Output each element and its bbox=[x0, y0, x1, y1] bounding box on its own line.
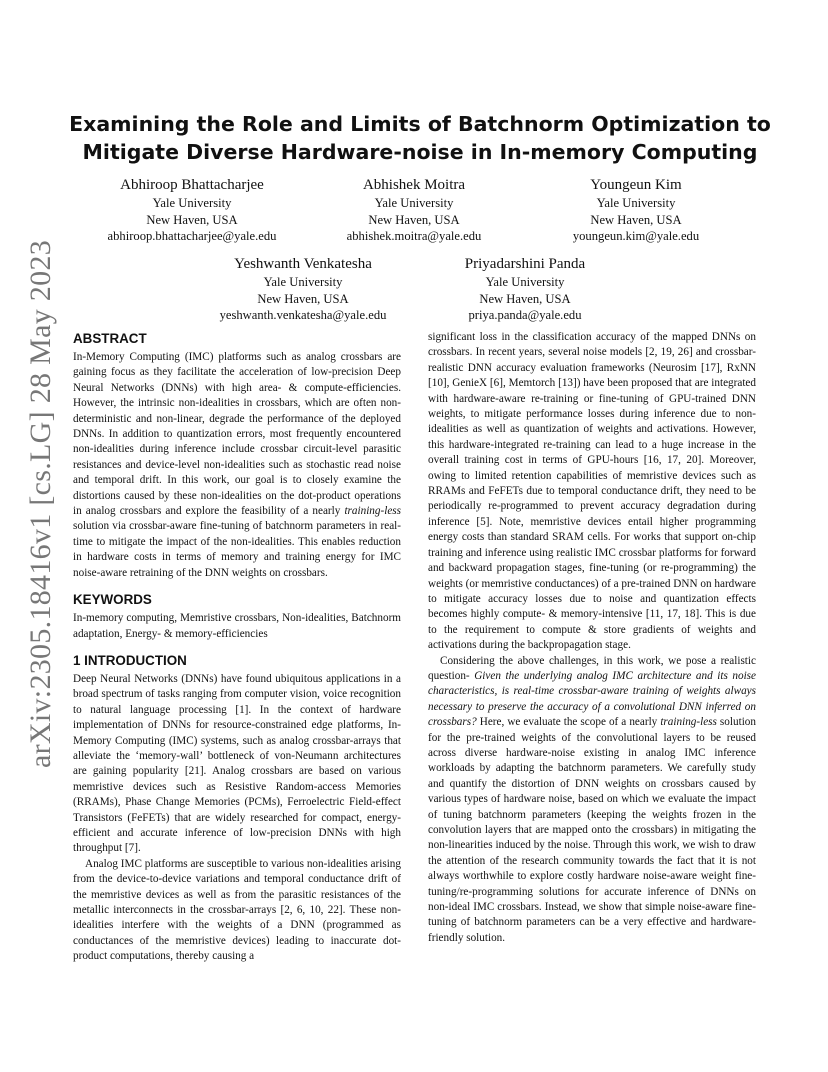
author-name: Abhiroop Bhattacharjee bbox=[120, 177, 264, 193]
title-line-1: Examining the Role and Limits of Batchnorm Optimization to bbox=[69, 112, 771, 136]
author-name: Yeshwanth Venkatesha bbox=[234, 256, 372, 272]
abstract-text-1: In-Memory Computing (IMC) platforms such as analog crossbars are gaining focus as they facilitate the acceleration of low-precision Deep Neural Networks (DNNs) with high area- & compute-efficiencies. However, the intrinsic non-idealities in crossbars, which are often non-deterministic and non-linear, degrade the performance of the deployed DNNs. In addition to quantization errors, most frequently encountered non-idealities during inference include crossbar circuit-level parasitic resistances and device-level non-idealities such as stochastic read noise and temporal drift. In this work, our goal is to closely examine the distortions caused by these non-idealities on the dot-product operations in analog crossbars and explore the feasibility of a nearly bbox=[73, 351, 401, 518]
author-block bbox=[511, 176, 761, 245]
author-affiliation: Yale University bbox=[374, 196, 454, 210]
author-location: New Haven, USA bbox=[590, 212, 682, 227]
author-affiliation: Yale University bbox=[596, 196, 676, 210]
keywords-heading: KEYWORDS bbox=[73, 592, 152, 608]
abstract-paragraph bbox=[73, 350, 401, 581]
author-block bbox=[67, 176, 317, 245]
intro-paragraph-2: Analog IMC platforms are susceptible to various non-idealities arising from the device-to-device variations and temporal conductance drift of the memristive devices as well as from the parasitic resistances of the metallic interconnects in the crossbar-arrays [2, 6, 10, 22]. These non-idealities interfere with the weights of a DNN (programmed as conductances of the memristive devices) leading to inaccurate dot-product computations, thereby causing a bbox=[73, 857, 401, 963]
author-affiliation: Yale University bbox=[263, 275, 343, 289]
right-p2-text-a: Considering the above challenges, in this work, we pose a realistic question- bbox=[428, 654, 756, 682]
author-email: youngeun.kim@yale.edu bbox=[572, 229, 700, 243]
author-email: priya.panda@yale.edu bbox=[468, 308, 582, 322]
author-email: abhishek.moitra@yale.edu bbox=[346, 229, 482, 243]
author-name: Abhishek Moitra bbox=[362, 177, 466, 193]
author-email: yeshwanth.venkatesha@yale.edu bbox=[219, 308, 387, 322]
author-location: New Haven, USA bbox=[368, 212, 460, 227]
author-block bbox=[289, 176, 539, 245]
title-line-2: Mitigate Diverse Hardware-noise in In-memory Computing bbox=[82, 140, 758, 164]
abstract-emphasis: training-less bbox=[344, 505, 401, 518]
paper-title bbox=[60, 110, 780, 166]
abstract-text-2: solution via crossbar-aware fine-tuning of batchnorm parameters in real-time to mitigate the impact of the non-idealities. This enables reduction in hardware costs in terms of memory and training energy for IMC noise-aware retraining of the DNN weights on crossbars. bbox=[73, 520, 401, 579]
author-affiliation: Yale University bbox=[152, 196, 232, 210]
author-location: New Haven, USA bbox=[479, 291, 571, 306]
author-block bbox=[400, 255, 650, 324]
right-paragraph-1: significant loss in the classification accuracy of the mapped DNNs on crossbars. In recent years, several noise models [2, 19, 26] and crossbar-realistic DNN accuracy evaluation frameworks (Neurosim [17], RxNN [10], GenieX [6], Memtorch [13]) have been proposed that are integrated with hardware-aware re-training or fine-tuning of GPU-trained DNN weights, to mitigate performance losses during inference due to non-idealities as well as quantization of weights and activations. However, this hardware-integrated re-training can lead to a huge increase in the overall training cost in terms of GPU-hours [16, 17, 20]. Moreover, owing to limited retention capabilities of memristive devices such as RRAMs and FeFETs due to temporal conductance drift, they need to be periodically re-programmed to prevent accuracy degradation during inference [5]. Note, memristive devices entail higher programming energy costs than standard SRAM cells. For works that support on-chip training and inference using realistic IMC crossbar platforms for forward and backward propagation stages, fine-tuning (or re-programming) the weights (or memristive conductances) of a pre-trained DNN on hardware to mitigate accuracy losses due to noise and quantization effects becomes highly compute- & memory-intensive [11, 17, 18]. This is due to the requirement to compute & store gradients of weights and activations during the backpropagation stage. bbox=[428, 331, 756, 652]
author-location: New Haven, USA bbox=[257, 291, 349, 306]
author-location: New Haven, USA bbox=[146, 212, 238, 227]
right-paragraph-2 bbox=[428, 654, 756, 947]
right-p2-text-c: solution for the pre-trained weights of the convolutional layers to be reused across diverse hardware-noise existing in analog IMC inference workloads by adapting the batchnorm parameters. We carefully study and quantify the distortion of DNN weights on crossbars caused by various types of hardware noise, based on which we evaluate the impact of tuning batchnorm parameters (keeping the weights frozen in the convolution layers that are mapped onto the crossbars) in mitigating the non-linearities induced by the noise. Through this work, we wish to draw the attention of the research community towards the fact that it is not always worthwhile to explore costly hardware noise-aware weight fine-tuning/re-programming solutions for accurate inference of DNNs on non-ideal IMC crossbars. Instead, we show that simple noise-aware fine-tuning of batchnorm parameters can be a very effective and hardware-friendly solution. bbox=[428, 716, 756, 944]
right-p2-question: Given the underlying analog IMC architecture and its noise characteristics, is real-time crossbar-aware training of weights always necessary to preserve the accuracy of a convolutional DNN inferred on crossbars? bbox=[428, 669, 757, 729]
right-p2-emphasis: training-less bbox=[660, 716, 717, 729]
abstract-heading: ABSTRACT bbox=[73, 331, 147, 346]
intro-paragraph-1: Deep Neural Networks (DNNs) have found ubiquitous applications in a broad spectrum of tasks ranging from computer vision, voice recognition to natural language processing [1]. In the context of hardware implementation of DNNs for resource-constrained edge platforms, In-Memory Computing (IMC) systems, such as analog crossbar-arrays that alleviate the ‘memory-wall’ bottleneck of von-Neumann architectures are gaining popularity [21]. Analog crossbars are based on various memristive devices such as Resistive Random-access Memories (RRAMs), Phase Change Memories (PCMs), Ferroelectric Field-effect Transistors (FeFETs) that are widely researched for compact, energy-efficient and accurate inference of low-precision DNNs with high throughput [7]. bbox=[73, 672, 401, 855]
author-email: abhiroop.bhattacharjee@yale.edu bbox=[107, 229, 277, 243]
left-column bbox=[73, 330, 401, 965]
author-block bbox=[178, 255, 428, 324]
right-column bbox=[428, 330, 756, 946]
keywords-text: In-memory computing, Memristive crossbars, Non-idealities, Batchnorm adaptation, Energy- & memory-efficiencies bbox=[73, 612, 401, 640]
author-affiliation: Yale University bbox=[485, 275, 565, 289]
right-p2-text-b: Here, we evaluate the scope of a nearly bbox=[476, 716, 661, 729]
author-name: Priyadarshini Panda bbox=[464, 256, 586, 272]
author-name: Youngeun Kim bbox=[590, 177, 682, 193]
arxiv-stamp: arXiv:2305.18416v1 [cs.LG] 28 May 2023 bbox=[24, 240, 57, 768]
intro-heading: 1 INTRODUCTION bbox=[73, 652, 187, 668]
